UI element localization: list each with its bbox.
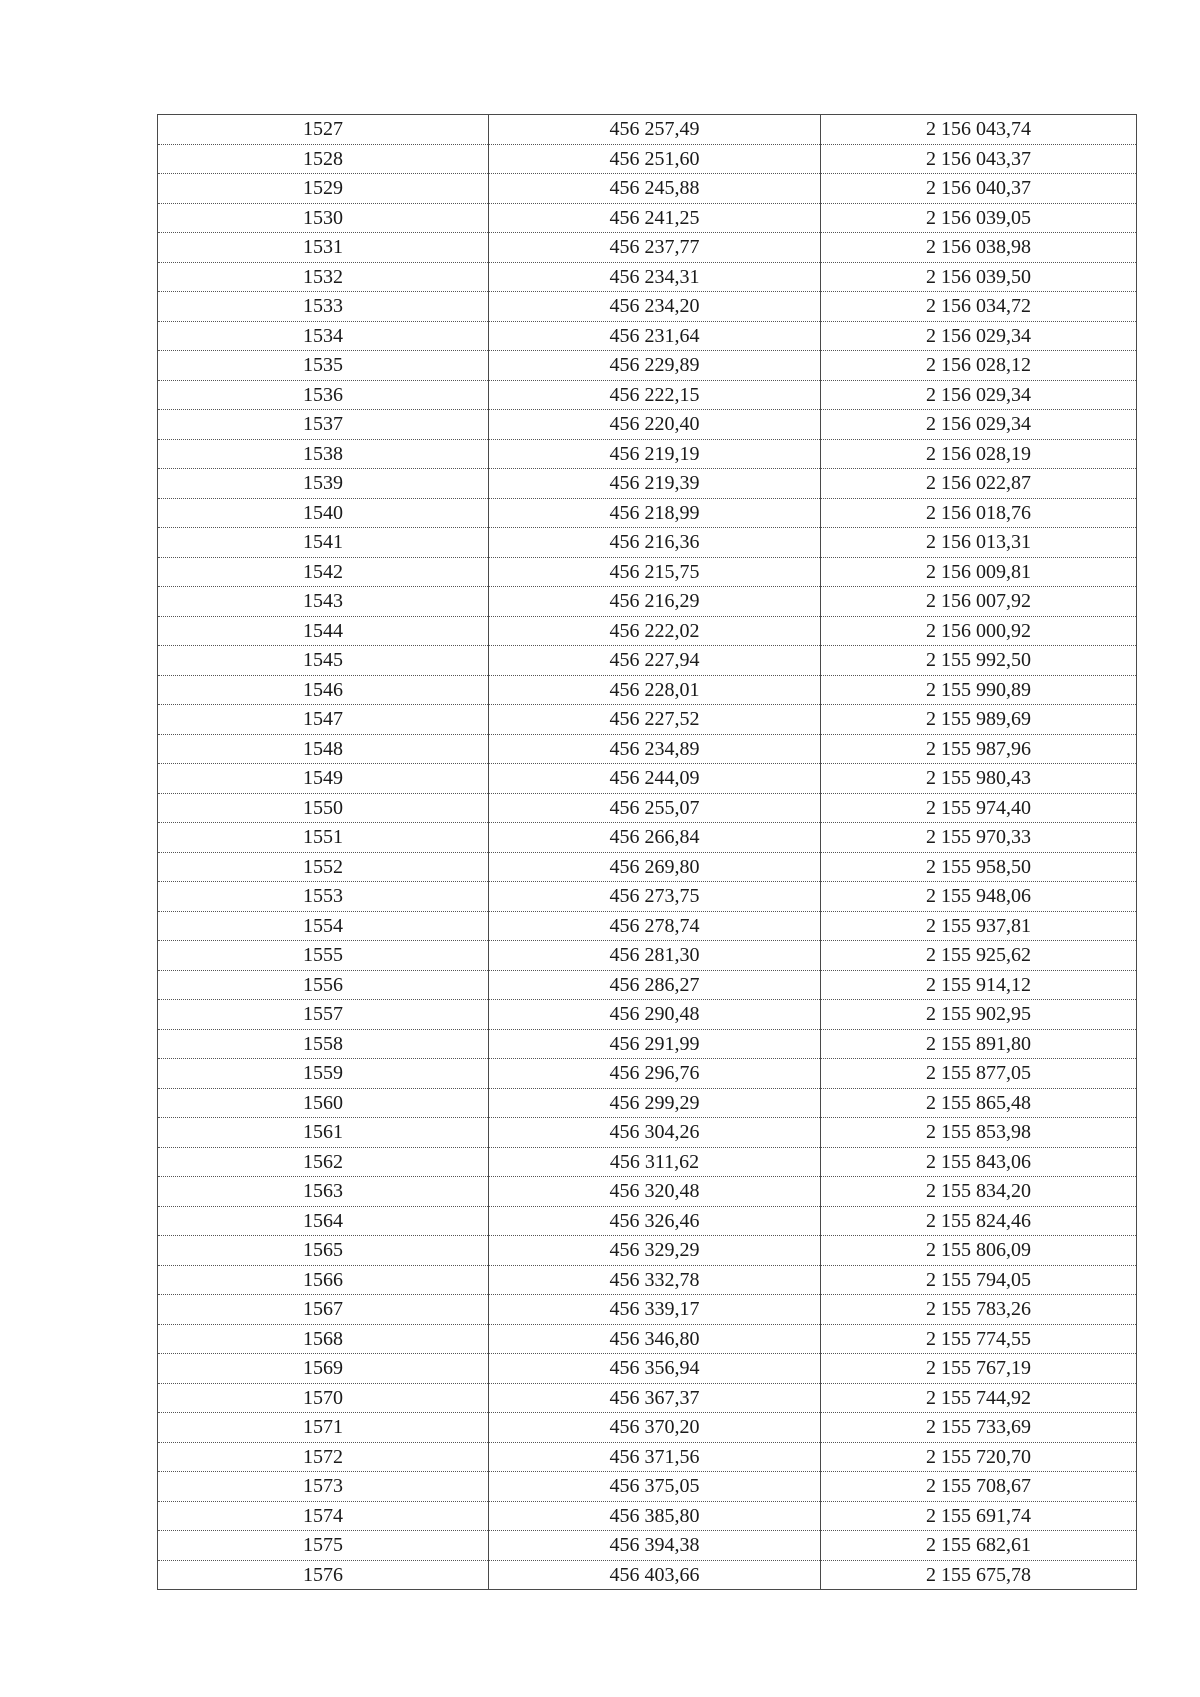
y-coordinate-cell: 2 155 691,74 [821,1501,1137,1531]
table-row [158,1324,1137,1354]
table-row [158,1206,1137,1236]
x-coordinate-cell: 456 234,89 [489,734,821,764]
table-row [158,233,1137,263]
x-coordinate-cell: 456 220,40 [489,410,821,440]
point-number-cell: 1532 [158,262,489,292]
x-coordinate-cell: 456 290,48 [489,1000,821,1030]
x-coordinate-cell: 456 219,19 [489,439,821,469]
coordinates-table [157,114,1137,1590]
point-number-cell: 1573 [158,1472,489,1502]
table-row [158,941,1137,971]
x-coordinate-cell: 456 320,48 [489,1177,821,1207]
point-number-cell: 1570 [158,1383,489,1413]
y-coordinate-cell: 2 156 007,92 [821,587,1137,617]
x-coordinate-cell: 456 370,20 [489,1413,821,1443]
y-coordinate-cell: 2 156 039,50 [821,262,1137,292]
y-coordinate-cell: 2 155 783,26 [821,1295,1137,1325]
table-row [158,852,1137,882]
table-row [158,439,1137,469]
point-number-cell: 1547 [158,705,489,735]
x-coordinate-cell: 456 215,75 [489,557,821,587]
x-coordinate-cell: 456 326,46 [489,1206,821,1236]
y-coordinate-cell: 2 155 853,98 [821,1118,1137,1148]
y-coordinate-cell: 2 155 970,33 [821,823,1137,853]
table-row [158,1177,1137,1207]
y-coordinate-cell: 2 155 682,61 [821,1531,1137,1561]
y-coordinate-cell: 2 155 744,92 [821,1383,1137,1413]
x-coordinate-cell: 456 222,02 [489,616,821,646]
x-coordinate-cell: 456 346,80 [489,1324,821,1354]
table-row [158,1442,1137,1472]
point-number-cell: 1555 [158,941,489,971]
table-row [158,292,1137,322]
point-number-cell: 1549 [158,764,489,794]
table-row [158,1501,1137,1531]
table-row [158,675,1137,705]
y-coordinate-cell: 2 155 774,55 [821,1324,1137,1354]
table-row [158,351,1137,381]
point-number-cell: 1537 [158,410,489,440]
x-coordinate-cell: 456 371,56 [489,1442,821,1472]
table-row [158,528,1137,558]
y-coordinate-cell: 2 156 043,37 [821,144,1137,174]
table-row [158,734,1137,764]
table-row [158,970,1137,1000]
x-coordinate-cell: 456 304,26 [489,1118,821,1148]
table-row [158,1059,1137,1089]
point-number-cell: 1533 [158,292,489,322]
table-row [158,764,1137,794]
table-row [158,646,1137,676]
x-coordinate-cell: 456 231,64 [489,321,821,351]
x-coordinate-cell: 456 216,29 [489,587,821,617]
y-coordinate-cell: 2 156 028,12 [821,351,1137,381]
x-coordinate-cell: 456 244,09 [489,764,821,794]
table-row [158,705,1137,735]
x-coordinate-cell: 456 237,77 [489,233,821,263]
x-coordinate-cell: 456 278,74 [489,911,821,941]
point-number-cell: 1534 [158,321,489,351]
y-coordinate-cell: 2 156 043,74 [821,115,1137,145]
y-coordinate-cell: 2 156 029,34 [821,380,1137,410]
point-number-cell: 1543 [158,587,489,617]
point-number-cell: 1559 [158,1059,489,1089]
y-coordinate-cell: 2 155 720,70 [821,1442,1137,1472]
point-number-cell: 1569 [158,1354,489,1384]
point-number-cell: 1553 [158,882,489,912]
y-coordinate-cell: 2 156 040,37 [821,174,1137,204]
y-coordinate-cell: 2 156 034,72 [821,292,1137,322]
point-number-cell: 1563 [158,1177,489,1207]
point-number-cell: 1527 [158,115,489,145]
x-coordinate-cell: 456 234,20 [489,292,821,322]
point-number-cell: 1558 [158,1029,489,1059]
point-number-cell: 1541 [158,528,489,558]
x-coordinate-cell: 456 296,76 [489,1059,821,1089]
point-number-cell: 1567 [158,1295,489,1325]
table-row [158,1560,1137,1590]
table-row [158,1383,1137,1413]
point-number-cell: 1542 [158,557,489,587]
point-number-cell: 1576 [158,1560,489,1590]
point-number-cell: 1572 [158,1442,489,1472]
point-number-cell: 1528 [158,144,489,174]
point-number-cell: 1566 [158,1265,489,1295]
table-row [158,882,1137,912]
point-number-cell: 1560 [158,1088,489,1118]
table-row [158,793,1137,823]
y-coordinate-cell: 2 156 039,05 [821,203,1137,233]
table-row [158,1029,1137,1059]
x-coordinate-cell: 456 245,88 [489,174,821,204]
x-coordinate-cell: 456 273,75 [489,882,821,912]
x-coordinate-cell: 456 375,05 [489,1472,821,1502]
table-row [158,557,1137,587]
x-coordinate-cell: 456 229,89 [489,351,821,381]
y-coordinate-cell: 2 155 865,48 [821,1088,1137,1118]
x-coordinate-cell: 456 222,15 [489,380,821,410]
y-coordinate-cell: 2 155 989,69 [821,705,1137,735]
y-coordinate-cell: 2 156 029,34 [821,410,1137,440]
y-coordinate-cell: 2 155 987,96 [821,734,1137,764]
point-number-cell: 1554 [158,911,489,941]
x-coordinate-cell: 456 255,07 [489,793,821,823]
table-row [158,1118,1137,1148]
y-coordinate-cell: 2 156 029,34 [821,321,1137,351]
point-number-cell: 1550 [158,793,489,823]
point-number-cell: 1557 [158,1000,489,1030]
point-number-cell: 1561 [158,1118,489,1148]
table-row [158,823,1137,853]
point-number-cell: 1535 [158,351,489,381]
table-row [158,1413,1137,1443]
point-number-cell: 1568 [158,1324,489,1354]
y-coordinate-cell: 2 155 958,50 [821,852,1137,882]
y-coordinate-cell: 2 155 794,05 [821,1265,1137,1295]
x-coordinate-cell: 456 356,94 [489,1354,821,1384]
point-number-cell: 1538 [158,439,489,469]
table-row [158,174,1137,204]
y-coordinate-cell: 2 156 018,76 [821,498,1137,528]
point-number-cell: 1556 [158,970,489,1000]
coordinates-table-body [158,115,1137,1590]
x-coordinate-cell: 456 403,66 [489,1560,821,1590]
point-number-cell: 1548 [158,734,489,764]
x-coordinate-cell: 456 311,62 [489,1147,821,1177]
table-row [158,410,1137,440]
x-coordinate-cell: 456 329,29 [489,1236,821,1266]
table-row [158,321,1137,351]
table-row [158,203,1137,233]
x-coordinate-cell: 456 266,84 [489,823,821,853]
y-coordinate-cell: 2 155 824,46 [821,1206,1137,1236]
y-coordinate-cell: 2 155 925,62 [821,941,1137,971]
y-coordinate-cell: 2 155 834,20 [821,1177,1137,1207]
x-coordinate-cell: 456 227,52 [489,705,821,735]
table-row [158,1000,1137,1030]
y-coordinate-cell: 2 155 806,09 [821,1236,1137,1266]
table-row [158,1354,1137,1384]
y-coordinate-cell: 2 155 937,81 [821,911,1137,941]
x-coordinate-cell: 456 269,80 [489,852,821,882]
point-number-cell: 1565 [158,1236,489,1266]
x-coordinate-cell: 456 216,36 [489,528,821,558]
y-coordinate-cell: 2 156 038,98 [821,233,1137,263]
y-coordinate-cell: 2 156 009,81 [821,557,1137,587]
y-coordinate-cell: 2 156 013,31 [821,528,1137,558]
y-coordinate-cell: 2 155 902,95 [821,1000,1137,1030]
y-coordinate-cell: 2 155 891,80 [821,1029,1137,1059]
y-coordinate-cell: 2 156 022,87 [821,469,1137,499]
x-coordinate-cell: 456 286,27 [489,970,821,1000]
point-number-cell: 1539 [158,469,489,499]
point-number-cell: 1575 [158,1531,489,1561]
point-number-cell: 1551 [158,823,489,853]
table-row [158,1472,1137,1502]
table-row [158,1088,1137,1118]
y-coordinate-cell: 2 155 767,19 [821,1354,1137,1384]
x-coordinate-cell: 456 332,78 [489,1265,821,1295]
point-number-cell: 1574 [158,1501,489,1531]
table-row [158,1265,1137,1295]
x-coordinate-cell: 456 234,31 [489,262,821,292]
point-number-cell: 1530 [158,203,489,233]
point-number-cell: 1529 [158,174,489,204]
y-coordinate-cell: 2 155 974,40 [821,793,1137,823]
point-number-cell: 1562 [158,1147,489,1177]
x-coordinate-cell: 456 339,17 [489,1295,821,1325]
table-row [158,1147,1137,1177]
table-row [158,616,1137,646]
point-number-cell: 1544 [158,616,489,646]
table-row [158,587,1137,617]
x-coordinate-cell: 456 219,39 [489,469,821,499]
table-row [158,380,1137,410]
table-row [158,262,1137,292]
x-coordinate-cell: 456 291,99 [489,1029,821,1059]
y-coordinate-cell: 2 155 980,43 [821,764,1137,794]
table-row [158,115,1137,145]
point-number-cell: 1571 [158,1413,489,1443]
point-number-cell: 1531 [158,233,489,263]
x-coordinate-cell: 456 241,25 [489,203,821,233]
table-row [158,469,1137,499]
table-row [158,498,1137,528]
y-coordinate-cell: 2 156 000,92 [821,616,1137,646]
y-coordinate-cell: 2 155 877,05 [821,1059,1137,1089]
table-row [158,1295,1137,1325]
point-number-cell: 1545 [158,646,489,676]
x-coordinate-cell: 456 299,29 [489,1088,821,1118]
x-coordinate-cell: 456 228,01 [489,675,821,705]
y-coordinate-cell: 2 155 948,06 [821,882,1137,912]
x-coordinate-cell: 456 227,94 [489,646,821,676]
table-row [158,144,1137,174]
point-number-cell: 1540 [158,498,489,528]
point-number-cell: 1552 [158,852,489,882]
table-row [158,911,1137,941]
x-coordinate-cell: 456 367,37 [489,1383,821,1413]
y-coordinate-cell: 2 155 708,67 [821,1472,1137,1502]
y-coordinate-cell: 2 155 843,06 [821,1147,1137,1177]
y-coordinate-cell: 2 155 990,89 [821,675,1137,705]
x-coordinate-cell: 456 394,38 [489,1531,821,1561]
y-coordinate-cell: 2 155 992,50 [821,646,1137,676]
x-coordinate-cell: 456 281,30 [489,941,821,971]
y-coordinate-cell: 2 155 914,12 [821,970,1137,1000]
x-coordinate-cell: 456 385,80 [489,1501,821,1531]
y-coordinate-cell: 2 155 733,69 [821,1413,1137,1443]
point-number-cell: 1564 [158,1206,489,1236]
table-row [158,1236,1137,1266]
y-coordinate-cell: 2 156 028,19 [821,439,1137,469]
x-coordinate-cell: 456 218,99 [489,498,821,528]
table-row [158,1531,1137,1561]
point-number-cell: 1536 [158,380,489,410]
x-coordinate-cell: 456 257,49 [489,115,821,145]
y-coordinate-cell: 2 155 675,78 [821,1560,1137,1590]
x-coordinate-cell: 456 251,60 [489,144,821,174]
point-number-cell: 1546 [158,675,489,705]
